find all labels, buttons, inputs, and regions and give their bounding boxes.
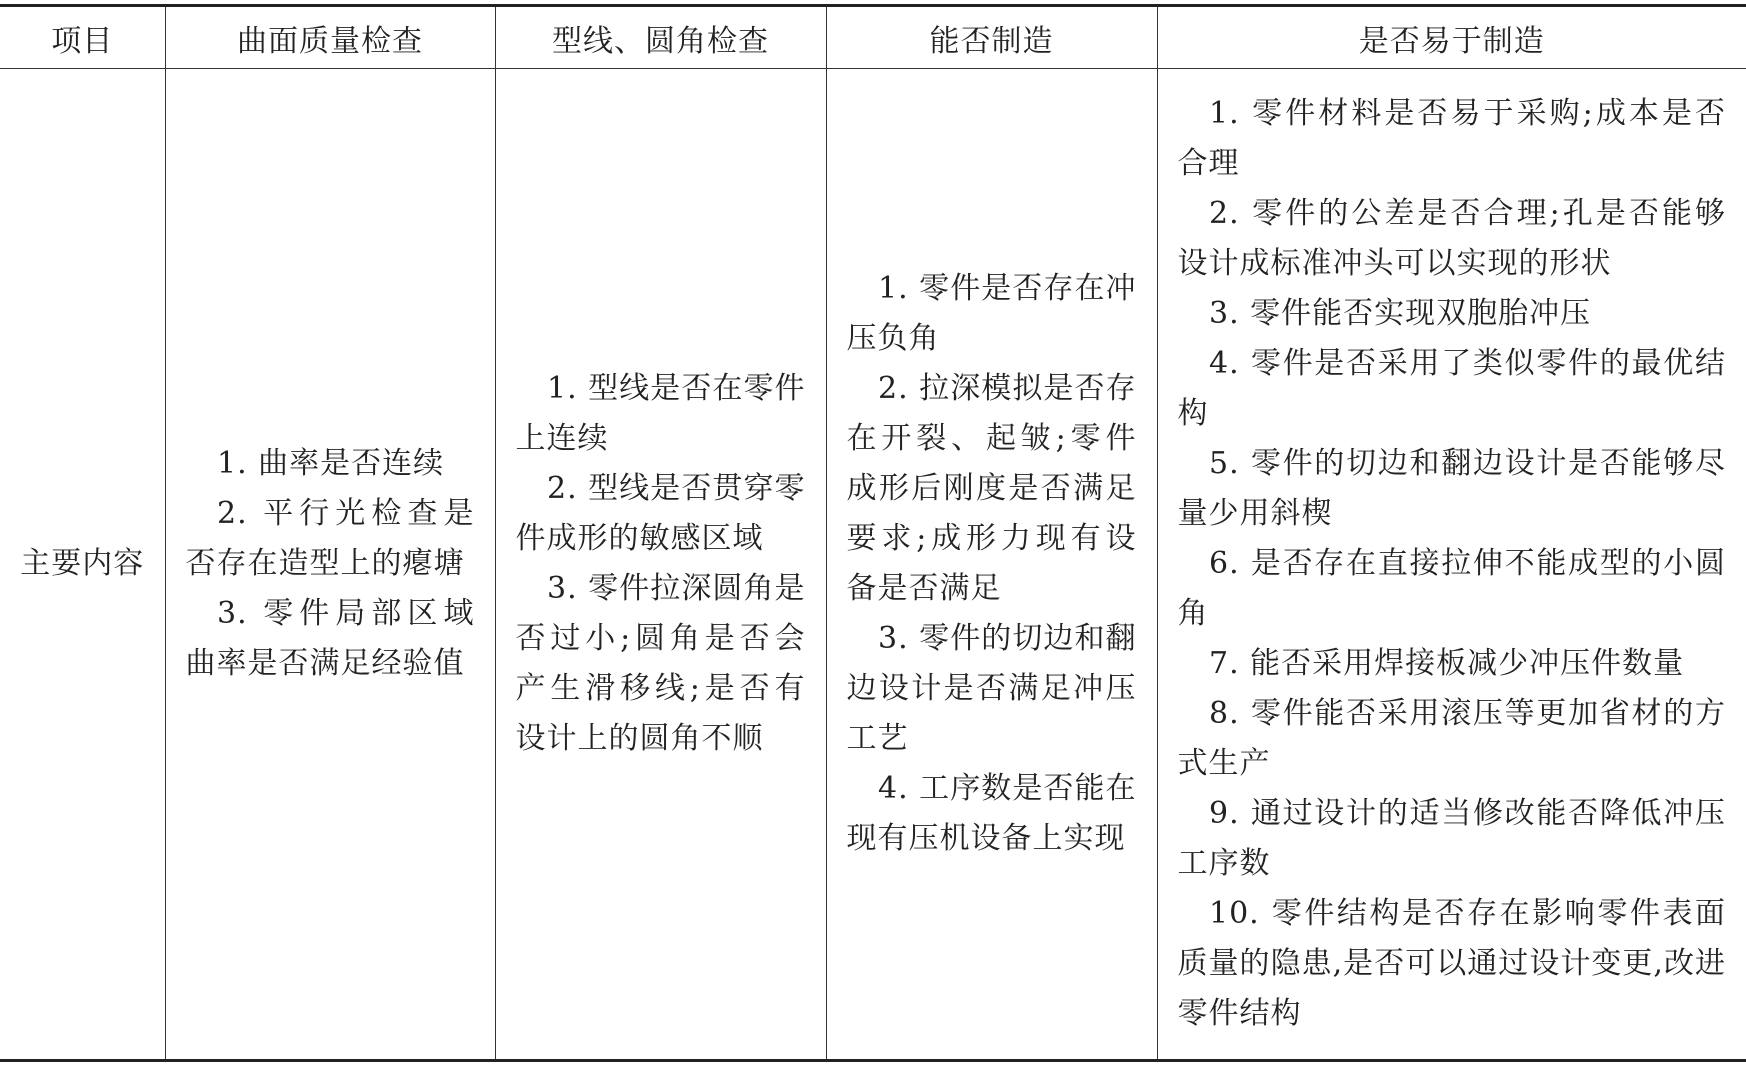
list-item [1178, 289, 1727, 339]
item-number: 1. [547, 371, 578, 406]
list-item [186, 439, 475, 489]
item-text: 零件的切边和翻边设计是否能够尽量少用斜楔 [1177, 446, 1726, 531]
item-number: 6. [1209, 546, 1240, 581]
item-text: 零件的公差是否合理;孔是否能够设计成标准冲头可以实现的形状 [1177, 196, 1726, 281]
item-number: 2. [878, 371, 909, 406]
table-header [0, 6, 1746, 69]
list-item [516, 364, 806, 464]
cell-profile-fillet [495, 69, 826, 1061]
item-text: 零件结构是否存在影响零件表面质量的隐患,是否可以通过设计变更,改进零件结构 [1177, 896, 1726, 1031]
item-text: 零件材料是否易于采购;成本是否合理 [1177, 96, 1726, 181]
list-item [1178, 889, 1727, 1039]
item-number: 8. [1209, 696, 1240, 731]
list-item [516, 564, 806, 764]
table-row [0, 69, 1746, 1061]
table-body [0, 69, 1746, 1061]
item-text: 曲率是否连续 [258, 446, 445, 481]
list-item [1178, 189, 1727, 289]
item-number: 1. [878, 271, 909, 306]
item-text: 通过设计的适当修改能否降低冲压工序数 [1177, 796, 1726, 881]
item-text: 拉深模拟是否存在开裂、起皱;零件成形后刚度是否满足要求;成形力现有设备是否满足 [846, 371, 1137, 606]
item-text: 零件的切边和翻边设计是否满足冲压工艺 [846, 621, 1137, 756]
list-item [1178, 789, 1727, 889]
header-ease-of-manufacture: 是否易于制造 [1157, 6, 1746, 69]
item-number: 7. [1209, 646, 1240, 681]
cell-ease-of-manufacture [1157, 69, 1746, 1061]
cell-list [166, 439, 495, 689]
item-number: 1. [217, 446, 248, 481]
inspection-table [0, 4, 1746, 1062]
item-number: 9. [1209, 796, 1240, 831]
list-item [516, 464, 806, 564]
item-number: 3. [1209, 296, 1240, 331]
item-text: 零件是否存在冲压负角 [846, 271, 1137, 356]
list-item [847, 364, 1137, 614]
list-item [1178, 539, 1727, 639]
item-text: 平行光检查是否存在造型上的瘪塘 [185, 496, 475, 581]
item-number: 2. [1209, 196, 1240, 231]
header-profile-fillet: 型线、圆角检查 [495, 6, 826, 69]
list-item [1178, 89, 1727, 189]
item-number: 1. [1209, 96, 1240, 131]
item-text: 零件能否实现双胞胎冲压 [1250, 296, 1592, 331]
item-text: 零件拉深圆角是否过小;圆角是否会产生滑移线;是否有设计上的圆角不顺 [515, 571, 806, 756]
item-text: 能否采用焊接板减少冲压件数量 [1250, 646, 1685, 681]
item-text: 型线是否贯穿零件成形的敏感区域 [515, 471, 806, 556]
item-text: 零件是否采用了类似零件的最优结构 [1177, 346, 1726, 431]
header-manufacturability: 能否制造 [826, 6, 1157, 69]
cell-list [827, 264, 1157, 864]
item-number: 2. [217, 496, 248, 531]
cell-surface-quality [165, 69, 495, 1061]
list-item [1178, 339, 1727, 439]
list-item [1178, 639, 1727, 689]
item-number: 4. [878, 771, 909, 806]
item-number: 3. [217, 596, 248, 631]
item-text: 零件局部区域曲率是否满足经验值 [185, 596, 475, 681]
cell-list [1158, 89, 1746, 1039]
row-label-main-content: 主要内容 [0, 69, 165, 1061]
cell-manufacturability [826, 69, 1157, 1061]
list-item [847, 614, 1137, 764]
item-number: 5. [1209, 446, 1240, 481]
cell-list [496, 364, 826, 764]
item-number: 2. [547, 471, 578, 506]
item-text: 工序数是否能在现有压机设备上实现 [846, 771, 1137, 856]
list-item [847, 764, 1137, 864]
list-item [1178, 689, 1727, 789]
header-item: 项目 [0, 6, 165, 69]
item-number: 3. [547, 571, 578, 606]
item-number: 3. [878, 621, 909, 656]
item-text: 零件能否采用滚压等更加省材的方式生产 [1177, 696, 1726, 781]
item-text: 是否存在直接拉伸不能成型的小圆角 [1177, 546, 1726, 631]
list-item [847, 264, 1137, 364]
list-item [186, 489, 475, 589]
header-row [0, 6, 1746, 69]
list-item [1178, 439, 1727, 539]
item-number: 10. [1209, 896, 1260, 931]
header-surface-quality: 曲面质量检查 [165, 6, 495, 69]
item-number: 4. [1209, 346, 1240, 381]
item-text: 型线是否在零件上连续 [515, 371, 806, 456]
list-item [186, 589, 475, 689]
